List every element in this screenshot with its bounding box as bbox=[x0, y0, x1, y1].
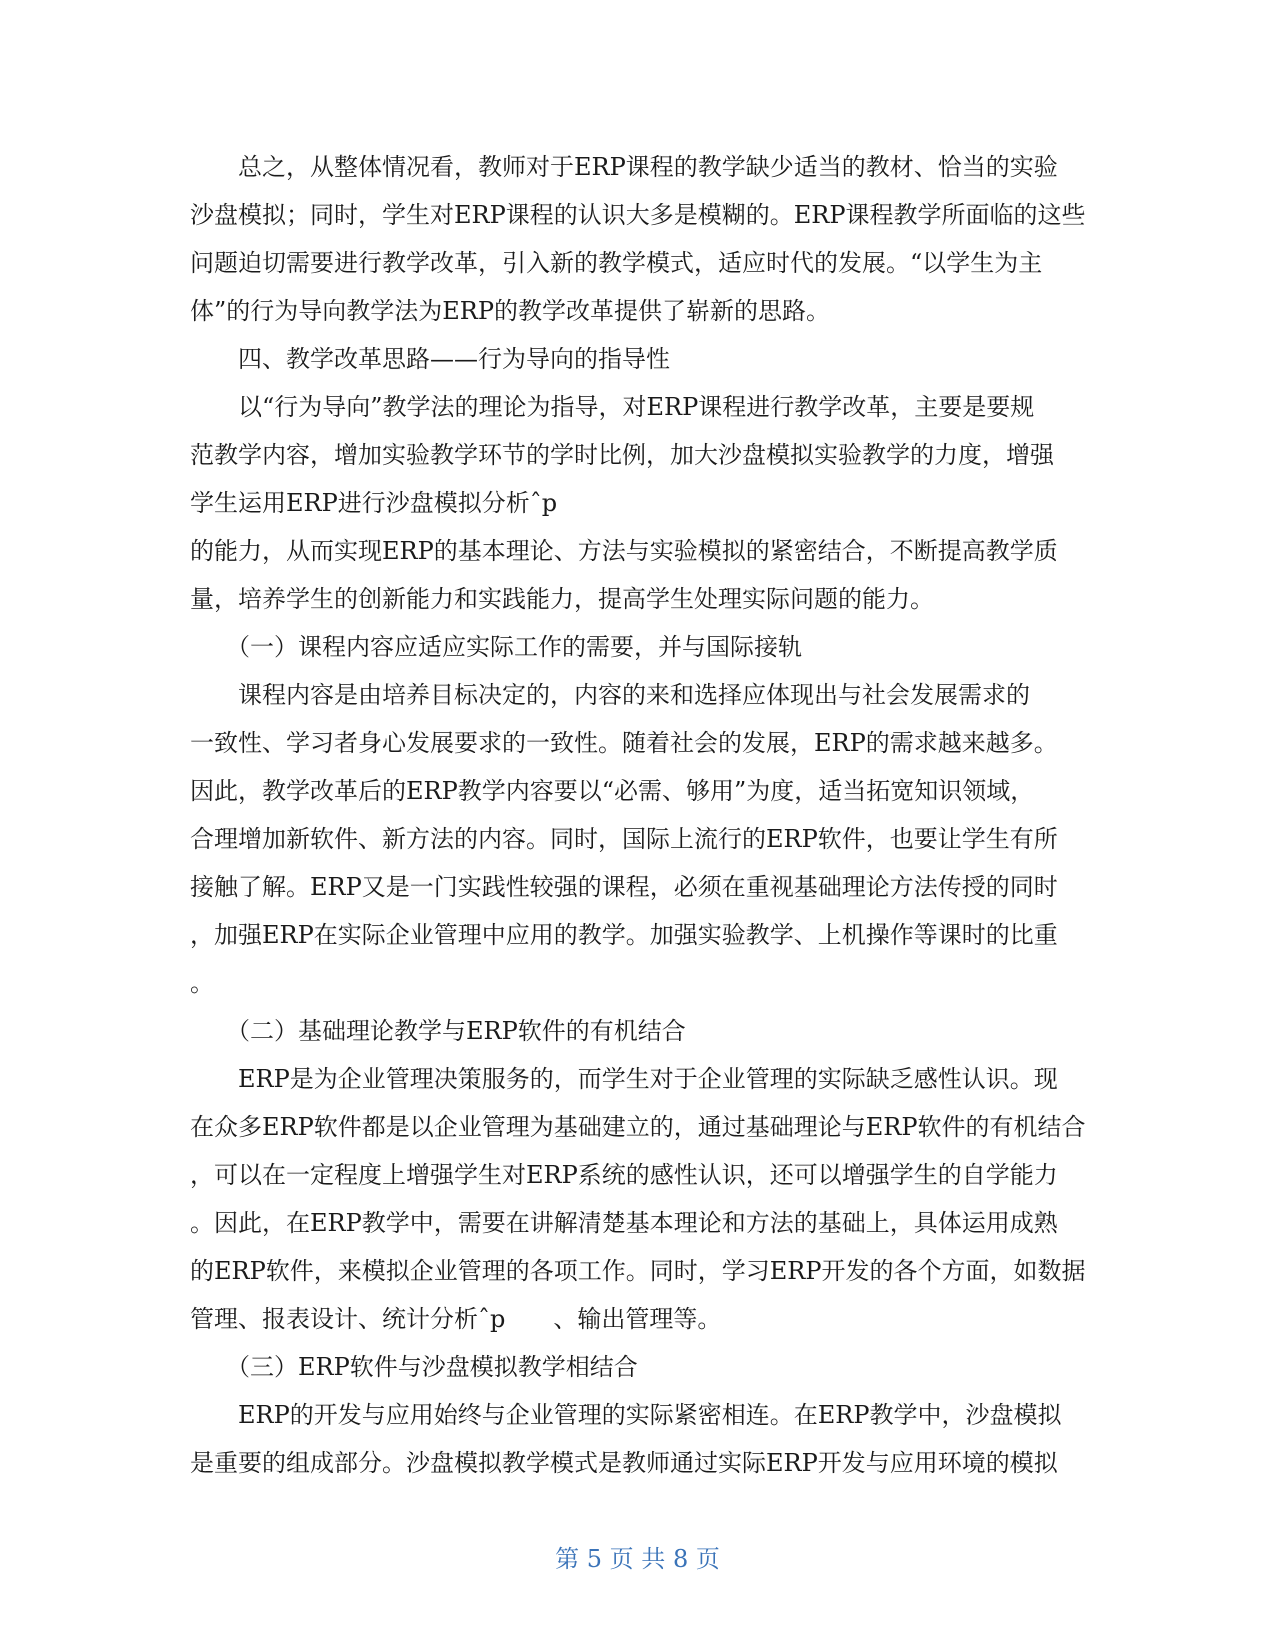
text-line: 总之，从整体情况看，教师对于ERP课程的教学缺少适当的教材、恰当的实验 bbox=[190, 153, 1058, 181]
subsection-heading: （三）ERP软件与沙盘模拟教学相结合 bbox=[190, 1353, 638, 1381]
text-line: 在众多ERP软件都是以企业管理为基础建立的，通过基础理论与ERP软件的有机结合 bbox=[190, 1113, 1086, 1141]
text-line: 合理增加新软件、新方法的内容。同时，国际上流行的ERP软件，也要让学生有所 bbox=[190, 825, 1058, 853]
text-line: 问题迫切需要进行教学改革，引入新的教学模式，适应时代的发展。“以学生为主 bbox=[190, 249, 1043, 277]
subsection-heading: （二）基础理论教学与ERP软件的有机结合 bbox=[190, 1017, 686, 1045]
text-line: 管理、报表设计、统计分析ˆp 、输出管理等。 bbox=[190, 1305, 722, 1333]
text-line: ，可以在一定程度上增强学生对ERP系统的感性认识，还可以增强学生的自学能力 bbox=[190, 1161, 1058, 1189]
text-line: 范教学内容，增加实验教学环节的学时比例，加大沙盘模拟实验教学的力度，增强 bbox=[190, 441, 1054, 469]
text-line: 以“行为导向”教学法的理论为指导，对ERP课程进行教学改革，主要是要规 bbox=[190, 393, 1035, 421]
text-line: ERP的开发与应用始终与企业管理的实际紧密相连。在ERP教学中，沙盘模拟 bbox=[190, 1401, 1062, 1429]
subsection-heading: （一）课程内容应适应实际工作的需要，并与国际接轨 bbox=[190, 633, 802, 661]
text-line: 。 bbox=[190, 969, 214, 997]
text-line: ，加强ERP在实际企业管理中应用的教学。加强实验教学、上机操作等课时的比重 bbox=[190, 921, 1058, 949]
text-line: 沙盘模拟；同时，学生对ERP课程的认识大多是模糊的。ERP课程教学所面临的这些 bbox=[190, 201, 1086, 229]
text-line: ERP是为企业管理决策服务的，而学生对于企业管理的实际缺乏感性认识。现 bbox=[190, 1065, 1058, 1093]
text-line: 因此，教学改革后的ERP教学内容要以“必需、够用”为度，适当拓宽知识领域， bbox=[190, 777, 1035, 805]
text-line: 接触了解。ERP又是一门实践性较强的课程，必须在重视基础理论方法传授的同时 bbox=[190, 873, 1058, 901]
text-line: 体”的行为导向教学法为ERP的教学改革提供了崭新的思路。 bbox=[190, 297, 831, 325]
text-line: 课程内容是由培养目标决定的，内容的来和选择应体现出与社会发展需求的 bbox=[190, 681, 1030, 709]
text-line: 的能力，从而实现ERP的基本理论、方法与实验模拟的紧密结合，不断提高教学质 bbox=[190, 537, 1058, 565]
text-line: 的ERP软件，来模拟企业管理的各项工作。同时，学习ERP开发的各个方面，如数据 bbox=[190, 1257, 1086, 1285]
text-line: 是重要的组成部分。沙盘模拟教学模式是教师通过实际ERP开发与应用环境的模拟 bbox=[190, 1449, 1058, 1477]
text-line: 。因此，在ERP教学中，需要在讲解清楚基本理论和方法的基础上，具体运用成熟 bbox=[190, 1209, 1058, 1237]
text-line: 学生运用ERP进行沙盘模拟分析ˆp bbox=[190, 489, 558, 517]
page-number-footer: 第 5 页 共 8 页 bbox=[555, 1545, 720, 1573]
text-line: 一致性、学习者身心发展要求的一致性。随着社会的发展，ERP的需求越来越多。 bbox=[190, 729, 1058, 757]
section-heading: 四、教学改革思路——行为导向的指导性 bbox=[190, 345, 670, 373]
text-line: 量，培养学生的创新能力和实践能力，提高学生处理实际问题的能力。 bbox=[190, 585, 934, 613]
